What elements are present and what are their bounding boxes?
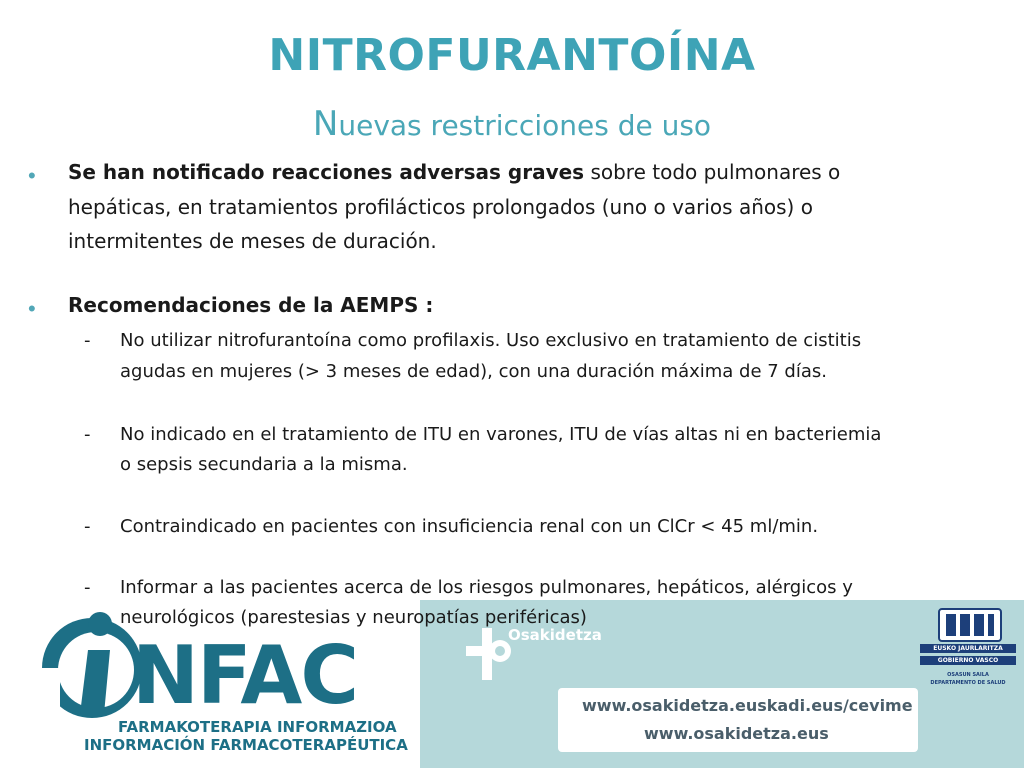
osakidetza-wordmark: Osakidetza	[508, 626, 602, 644]
bullet-1-bold: Se han notificado reacciones adversas graves	[68, 160, 585, 184]
bullet-1-line-3: intermitentes de meses de duración.	[68, 229, 437, 253]
gov-label-basque: EUSKO JAURLARITZA	[920, 644, 1016, 653]
url-osakidetza[interactable]: www.osakidetza.eus	[644, 724, 829, 743]
infac-tagline-basque: FARMAKOTERAPIA INFORMAZIOA	[118, 718, 397, 736]
bullet-2-line-1	[68, 293, 433, 317]
dept-label-basque: OSASUN SAILA	[947, 672, 989, 678]
bullet-marker-1: •	[28, 163, 36, 188]
bullet-1-line-2: hepáticas, en tratamientos profilácticos prolongados (uno o varios años) o	[68, 195, 813, 219]
bullet-1-text: sobre todo pulmonares o	[584, 160, 841, 184]
gov-label-spanish: GOBIERNO VASCO	[920, 656, 1016, 665]
subtitle-rest: uevas restricciones de uso	[338, 109, 712, 142]
rec-1-line-1: No utilizar nitrofurantoína como profilaxis. Uso exclusivo en tratamiento de cistitis	[120, 330, 862, 351]
rec-2-line-2: o sepsis secundaria a la misma.	[120, 454, 408, 475]
infac-wordmark: NFAC	[132, 629, 358, 722]
infac-tagline-spanish: INFORMACIÓN FARMACOTERAPÉUTICA	[84, 736, 408, 754]
rec-4-line-2: neurológicos (parestesias y neuropatías periféricas)	[120, 607, 587, 628]
bullet-2-bold: Recomendaciones de la AEMPS :	[68, 293, 434, 317]
dash-3: -	[84, 516, 91, 537]
subtitle-initial: N	[312, 104, 339, 144]
bullet-1-line-1	[68, 160, 840, 184]
rec-3-line-1: Contraindicado en pacientes con insuficiencia renal con un ClCr < 45 ml/min.	[120, 516, 819, 537]
bullet-marker-2: •	[28, 296, 36, 321]
dash-4: -	[84, 577, 91, 598]
url-cevime[interactable]: www.osakidetza.euskadi.eus/cevime	[582, 696, 913, 715]
dash-2: -	[84, 424, 91, 445]
dept-label-spanish: DEPARTAMENTO DE SALUD	[930, 680, 1006, 686]
dash-1: -	[84, 330, 91, 351]
rec-1-line-2: agudas en mujeres (> 3 meses de edad), con una duración máxima de 7 días.	[120, 361, 827, 382]
slide-title: NITROFURANTOÍNA	[268, 30, 756, 81]
rec-2-line-1: No indicado en el tratamiento de ITU en varones, ITU de vías altas ni en bacteriemia	[120, 424, 882, 445]
rec-4-line-1: Informar a las pacientes acerca de los riesgos pulmonares, hepáticos, alérgicos y	[120, 577, 853, 598]
